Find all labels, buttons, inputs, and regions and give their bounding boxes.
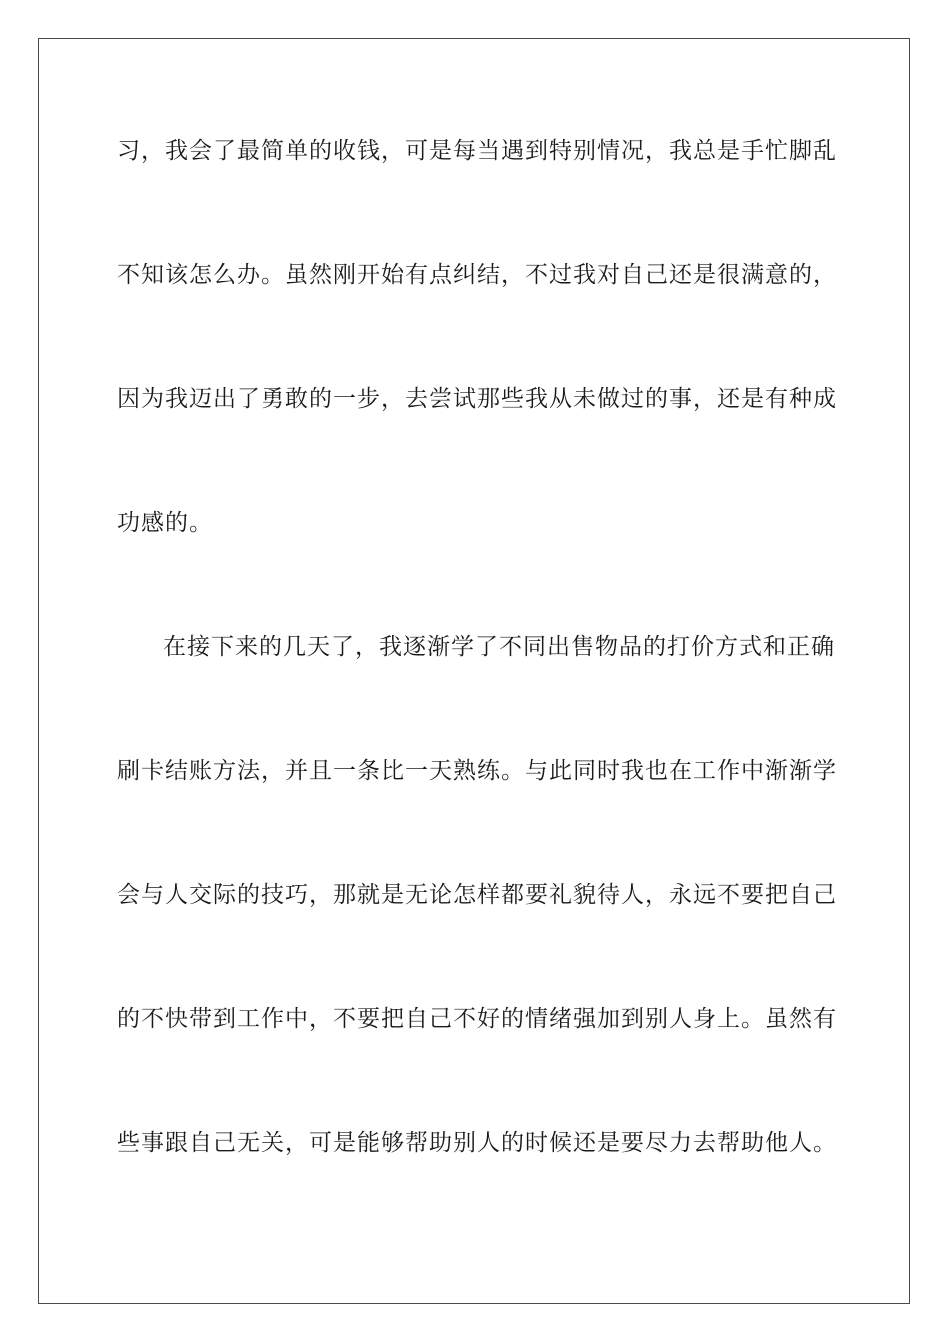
paragraph-line: 的不快带到工作中，不要把自己不好的情绪强加到别人身上。虽然有	[117, 1006, 837, 1032]
paragraph-line: 不知该怎么办。虽然刚开始有点纠结，不过我对自己还是很满意的，	[117, 262, 837, 288]
paragraph-line: 功感的。	[117, 510, 213, 536]
page-border	[38, 38, 910, 1304]
paragraph-line: 些事跟自己无关，可是能够帮助别人的时候还是要尽力去帮助他人。	[117, 1130, 837, 1156]
paragraph-line: 刷卡结账方法，并且一条比一天熟练。与此同时我也在工作中渐渐学	[117, 758, 837, 784]
paragraph-line: 因为我迈出了勇敢的一步，去尝试那些我从未做过的事，还是有种成	[117, 386, 837, 412]
paragraph-line: 习，我会了最简单的收钱，可是每当遇到特别情况，我总是手忙脚乱	[117, 138, 837, 164]
paragraph-line: 会与人交际的技巧，那就是无论怎样都要礼貌待人，永远不要把自己	[117, 882, 837, 908]
paragraph-line: 在接下来的几天了，我逐渐学了不同出售物品的打价方式和正确	[163, 634, 835, 660]
